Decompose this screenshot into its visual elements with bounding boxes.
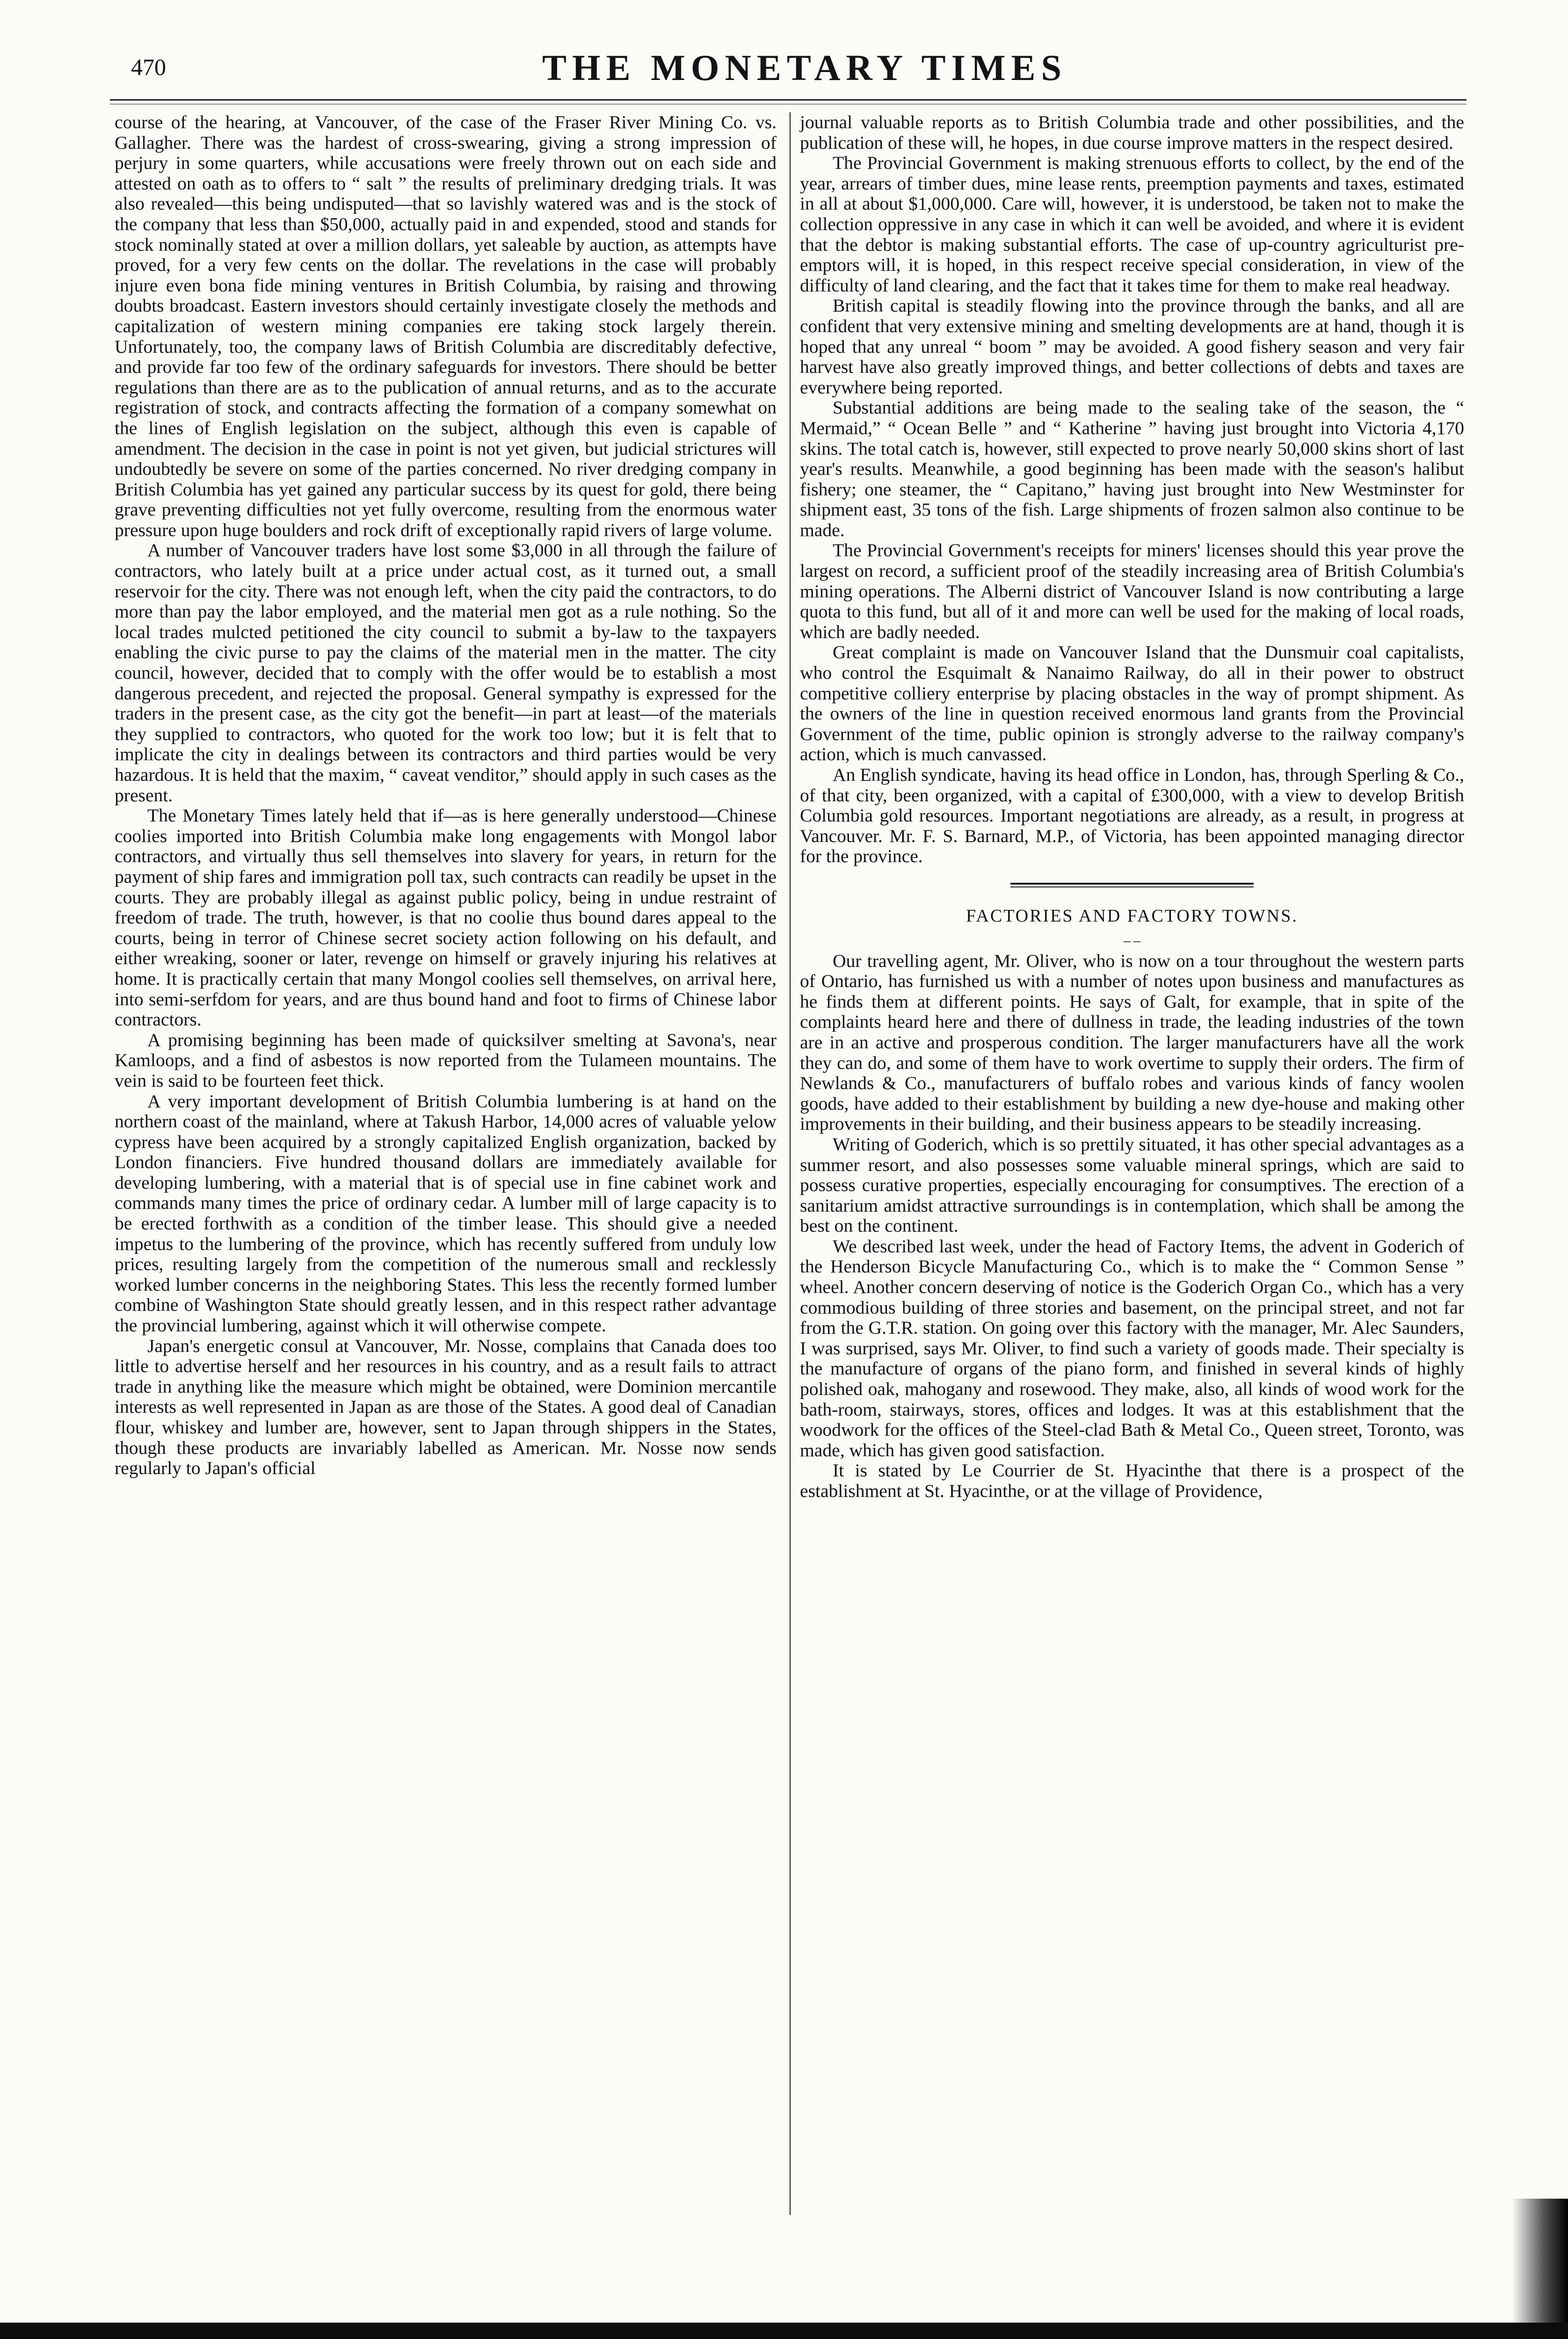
- paragraph: A promising beginning has been made of quicksilver smelting at Savona's, near Kamloops, and a find of asbestos is now reported from the Tulameen mountains. The vein is said to be fourteen feet thick.: [115, 1029, 777, 1091]
- paragraph: Our travelling agent, Mr. Oliver, who is now on a tour throughout the western parts of Ontario, has furnished us with a number of notes upon business and manufactures as he finds them at different points. He says of Galt, for example, that in spite of the complaints heard here and there of dullness in trade, the leading industries of the town are in an active and prosperous condition. The larger manufacturers have all the work they can do, and some of them have to work overtime to supply their orders. The firm of Newlands & Co., manufacturers of buffalo robes and various kinds of fancy woolen goods, have added to their establishment by building a new dye-house and making other improvements in their building, and their business appears to be steadily increasing.: [800, 950, 1464, 1134]
- section-dash: – –: [1123, 932, 1140, 948]
- paragraph: A number of Vancouver traders have lost some $3,000 in all through the failure of contractors, who lately built at a price under actual cost, as it turned out, a small reservoir for the city. There was not enough left, when the city paid the contractors, to do more than pay the labor employed, and the material men got as a rule nothing. So the local trades mulcted petitioned the city council to submit a by-law to the taxpayers enabling the civic purse to pay the claims of the material men in the matter. The city council, however, decided that to comply with the offer would be to establish a most dangerous precedent, and rejected the proposal. General sympathy is expressed for the traders in the present case, as the city got the benefit—in part at least—of the materials they supplied to contractors, who quoted for the work too low; but it is felt that to implicate the city in dealings between its contractors and third parties would be very hazardous. It is held that the maxim, “ caveat venditor,” should apply in such cases as the present.: [115, 540, 777, 806]
- paragraph: British capital is steadily flowing into the province through the banks, and all are confident that very extensive mining and smelting developments are at hand, though it is hoped that any unreal “ boom ” may be avoided. A good fishery season and very fair harvest have also greatly improved things, and better collections of debts and taxes are everywhere being reported.: [800, 295, 1464, 398]
- left-column: [115, 112, 777, 1479]
- paragraph: Great complaint is made on Vancouver Island that the Dunsmuir coal capitalists, who control the Esquimalt & Nanaimo Railway, do all in their power to obstruct competitive colliery enterprise by placing obstacles in the way of prompt shipment. As the owners of the line in question received enormous land grants from the Provincial Government of the time, public opinion is strongly adverse to the railway company's action, which is much canvassed.: [800, 642, 1464, 765]
- paragraph: The Monetary Times lately held that if—as is here generally understood—Chinese coolies imported into British Columbia make long engagements with Mongol labor contractors, and virtually thus sell themselves into slavery for years, in return for the payment of ship fares and immigration poll tax, such contracts can readily be upset in the courts. They are probably illegal as against public policy, being in undue restraint of freedom of trade. The truth, however, is that no coolie thus bound dares appeal to the courts, being in terror of Chinese secret society action following on his default, and either wreaking, sooner or later, revenge on himself or gravely injuring his relatives at home. It is practically certain that many Mongol coolies sell themselves, on arrival here, into semi-serfdom for years, and are thus bound hand and foot to firms of Chinese labor contractors.: [115, 805, 777, 1030]
- paragraph: Japan's energetic consul at Vancouver, Mr. Nosse, complains that Canada does too little to advertise herself and her resources in his country, and as a result fails to attract trade in anything like the measure which might be obtained, were Dominion mercantile interests as well represented in Japan as are those of the States. A good deal of Canadian flour, whiskey and lumber are, however, sent to Japan through shippers in the States, though these products are invariably labelled as American. Mr. Nosse now sends regularly to Japan's official: [115, 1335, 777, 1479]
- header-rule: [110, 99, 1466, 101]
- right-column: [800, 112, 1464, 1502]
- paragraph: The Provincial Government is making strenuous efforts to collect, by the end of the year, arrears of timber dues, mine lease rents, preemption payments and taxes, estimated in all at about $1,000,000. Care will, however, it is understood, be taken not to make the collection oppressive in any case in which it can well be avoided, and where it is evident that the debtor is making substantial efforts. The case of up-country agriculturist pre-emptors will, it is hoped, in this respect receive special consideration, in view of the difficulty of land clearing, and the fact that it takes time for them to make real headway.: [800, 153, 1464, 296]
- paragraph: course of the hearing, at Vancouver, of the case of the Fraser River Mining Co. vs. Gallagher. There was the hardest of cross-swearing, giving a strong impression of perjury in some quarters, while accusations were freely thrown out on each side and attested on oath as to offers to “ salt ” the results of preliminary dredging trials. It was also revealed—this being undisputed—that so lavishly watered was and is the stock of the company that less than $50,000, actually paid in and expended, stood and stands for stock nominally stated at over a million dollars, yet saleable by auction, as attempts have proved, for a very few cents on the dollar. The revelations in the case will probably injure even bona fide mining ventures in British Columbia, by raising and throwing doubts broadcast. Eastern investors should certainly investigate closely the methods and capitalization of western mining companies ere taking stock largely therein. Unfortunately, too, the company laws of British Columbia are discreditably defective, and provide far too few of the ordinary safeguards for investors. There should be better regulations than there are as to the publication of annual returns, and as to the accurate registration of stock, and contracts affecting the formation of a company somewhat on the lines of English legislation on the subject, although this even is capable of amendment. The decision in the case in point is not yet given, but judicial strictures will undoubtedly be severe on some of the parties concerned. No river dredging company in British Columbia has yet gained any particular success by its quest for gold, there being grave preventing difficulties not yet fully overcome, resulting from the enormous water pressure upon huge boulders and rock drift of exceptionally rapid rivers of large volume.: [115, 112, 777, 540]
- paragraph: The Provincial Government's receipts for miners' licenses should this year prove the largest on record, a sufficient proof of the steadily increasing area of British Columbia's mining operations. The Alberni district of Vancouver Island is now contributing a large quota to this fund, but all of it and more can well be used for the making of local roads, which are badly needed.: [800, 540, 1464, 642]
- page-number: 470: [131, 54, 166, 80]
- paragraph: We described last week, under the head of Factory Items, the advent in Goderich of the Henderson Bicycle Manufacturing Co., which is to make the “ Common Sense ” wheel. Another concern deserving of notice is the Goderich Organ Co., which has a very commodious building of three stories and basement, on the principal street, and not far from the G.T.R. station. On going over this factory with the manager, Mr. Alec Saunders, I was surprised, says Mr. Oliver, to find such a variety of goods made. Their specialty is the manufacture of organs of the piano form, and finished in several kinds of highly polished oak, mahogany and rosewood. They make, also, all kinds of wood work for the bath-room, stairways, stores, offices and lodges. It was at this establishment that the woodwork for the offices of the Steel-clad Bath & Metal Co., Queen street, Toronto, was made, which has given good satisfaction.: [800, 1235, 1464, 1460]
- masthead-title: THE MONETARY TIMES: [542, 47, 1067, 88]
- paragraph: An English syndicate, having its head office in London, has, through Sperling & Co., of that city, been organized, with a capital of £300,000, with a view to develop British Columbia gold resources. Important negotiations are already, as a result, in progress at Vancouver. Mr. F. S. Barnard, M.P., of Victoria, has been appointed managing director for the province.: [800, 764, 1464, 867]
- paragraph: It is stated by Le Courrier de St. Hyacinthe that there is a prospect of the establishment at St. Hyacinthe, or at the village of Providence,: [800, 1460, 1464, 1501]
- page-header: [126, 47, 1483, 98]
- section-title: FACTORIES AND FACTORY TOWNS.: [966, 906, 1298, 926]
- paragraph: A very important development of British Columbia lumbering is at hand on the northern coast of the mainland, where at Takush Harbor, 14,000 acres of valuable yelow cypress have been acquired by a strongly capitalized English organization, backed by London financiers. Five hundred thousand dollars are immediately available for developing lumbering, with a material that is of special use in fine cabinet work and commands many times the price of ordinary cedar. A lumber mill of large capacity is to be erected forthwith as a condition of the timber lease. This should give a needed impetus to the lumbering of the province, which has recently suffered from unduly low prices, resulting largely from the competition of the numerous small and recklessly worked lumber concerns in the neighboring States. This less the recently formed lumber combine of Washington State should greatly lessen, and in this respect rather advantage the provincial lumbering, against which it will otherwise compete.: [115, 1090, 777, 1336]
- paragraph: Substantial additions are being made to the sealing take of the season, the “ Mermaid,” “ Ocean Belle ” and “ Katherine ” having just brought into Victoria 4,170 skins. The total catch is, however, still expected to prove nearly 50,000 skins short of last year's results. Meanwhile, a good beginning has been made with the season's halibut fishery; one steamer, the “ Capitano,” having just brought into New Westminster for shipment east, 35 tons of the fish. Large shipments of frozen salmon also continue to be made.: [800, 397, 1464, 540]
- page-edge-shadow: [1512, 2199, 1568, 2330]
- paragraph: Writing of Goderich, which is so prettily situated, it has other special advantages as a summer resort, and also possesses some valuable mineral springs, which are said to possess curative properties, especially encouraging for consumptives. The erection of a sanitarium amidst attractive surroundings is in contemplation, which shall be among the best on the continent.: [800, 1133, 1464, 1236]
- column-divider: [790, 112, 791, 2215]
- paragraph: journal valuable reports as to British Columbia trade and other possibilities, and the publication of these will, he hopes, in due course improve matters in the respect desired.: [800, 112, 1464, 153]
- scan-bottom-edge: [0, 2323, 1568, 2339]
- section-rule: [1010, 883, 1254, 885]
- section-rule-thin: [1010, 886, 1254, 887]
